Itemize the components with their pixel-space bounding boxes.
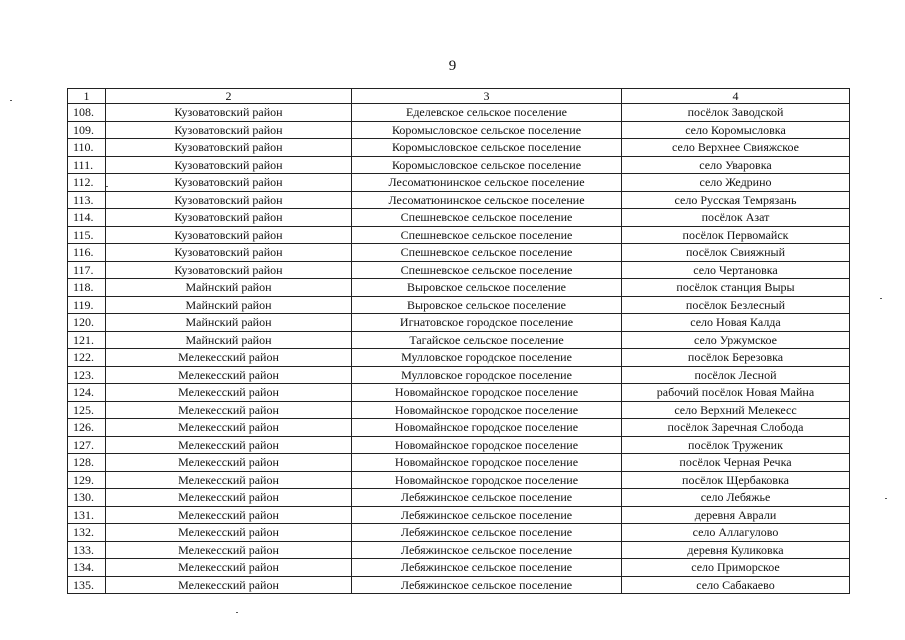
table-row	[68, 261, 850, 279]
table-row	[68, 419, 850, 437]
settlement-name: Коромысловское сельское поселение	[352, 156, 622, 174]
settlement-name: Спешневское сельское поселение	[352, 226, 622, 244]
locality-name: село Русская Темрязань	[622, 191, 850, 209]
locality-name: посёлок Первомайск	[622, 226, 850, 244]
district-name: Мелекесский район	[106, 506, 352, 524]
settlement-name: Новомайнское городское поселение	[352, 436, 622, 454]
settlement-name: Лебяжинское сельское поселение	[352, 489, 622, 507]
table-row	[68, 454, 850, 472]
scan-speck	[106, 186, 108, 187]
locality-name: село Жедрино	[622, 174, 850, 192]
district-name: Майнский район	[106, 279, 352, 297]
district-name: Кузоватовский район	[106, 191, 352, 209]
row-number: 111.	[68, 156, 106, 174]
district-name: Майнский район	[106, 314, 352, 332]
row-number: 119.	[68, 296, 106, 314]
locality-name: село Чертановка	[622, 261, 850, 279]
locality-name: село Верхний Мелекесс	[622, 401, 850, 419]
district-name: Майнский район	[106, 296, 352, 314]
district-name: Кузоватовский район	[106, 244, 352, 262]
row-number: 109.	[68, 121, 106, 139]
settlement-name: Выровское сельское поселение	[352, 296, 622, 314]
row-number: 114.	[68, 209, 106, 227]
row-number: 115.	[68, 226, 106, 244]
table-body	[68, 104, 850, 594]
locality-name: посёлок Заречная Слобода	[622, 419, 850, 437]
locality-name: посёлок Свияжный	[622, 244, 850, 262]
row-number: 112.	[68, 174, 106, 192]
table-row	[68, 314, 850, 332]
row-number: 129.	[68, 471, 106, 489]
locality-name: село Новая Калда	[622, 314, 850, 332]
locality-name: село Сабакаево	[622, 576, 850, 594]
district-name: Мелекесский район	[106, 436, 352, 454]
district-name: Мелекесский район	[106, 541, 352, 559]
district-name: Кузоватовский район	[106, 174, 352, 192]
locality-name: посёлок Березовка	[622, 349, 850, 367]
district-name: Мелекесский район	[106, 401, 352, 419]
row-number: 117.	[68, 261, 106, 279]
locality-name: село Коромысловка	[622, 121, 850, 139]
table-row	[68, 244, 850, 262]
locality-name: деревня Аврали	[622, 506, 850, 524]
settlement-name: Новомайнское городское поселение	[352, 471, 622, 489]
settlement-name: Тагайское сельское поселение	[352, 331, 622, 349]
locality-name: село Лебяжье	[622, 489, 850, 507]
table-row	[68, 226, 850, 244]
district-name: Мелекесский район	[106, 559, 352, 577]
row-number: 116.	[68, 244, 106, 262]
table-row	[68, 104, 850, 122]
district-name: Кузоватовский район	[106, 104, 352, 122]
district-name: Кузоватовский район	[106, 209, 352, 227]
district-name: Мелекесский район	[106, 349, 352, 367]
locality-name: село Приморское	[622, 559, 850, 577]
column-header-3: 3	[352, 89, 622, 104]
settlement-name: Выровское сельское поселение	[352, 279, 622, 297]
table-header	[68, 89, 850, 104]
row-number: 113.	[68, 191, 106, 209]
table-row	[68, 384, 850, 402]
page-number: 9	[448, 58, 457, 74]
row-number: 124.	[68, 384, 106, 402]
settlement-name: Новомайнское городское поселение	[352, 401, 622, 419]
table-row	[68, 559, 850, 577]
locality-name: рабочий посёлок Новая Майна	[622, 384, 850, 402]
table-row	[68, 541, 850, 559]
row-number: 132.	[68, 524, 106, 542]
locality-name: посёлок Труженик	[622, 436, 850, 454]
district-name: Кузоватовский район	[106, 226, 352, 244]
settlement-name: Коромысловское сельское поселение	[352, 139, 622, 157]
locality-name: посёлок Азат	[622, 209, 850, 227]
table-row	[68, 366, 850, 384]
row-number: 131.	[68, 506, 106, 524]
settlement-name: Спешневское сельское поселение	[352, 261, 622, 279]
header-row	[68, 89, 850, 104]
settlement-name: Лебяжинское сельское поселение	[352, 559, 622, 577]
district-name: Мелекесский район	[106, 524, 352, 542]
settlement-name: Лебяжинское сельское поселение	[352, 506, 622, 524]
locality-name: посёлок станция Выры	[622, 279, 850, 297]
table-row	[68, 506, 850, 524]
district-name: Мелекесский район	[106, 471, 352, 489]
settlement-name: Новомайнское городское поселение	[352, 384, 622, 402]
district-name: Мелекесский район	[106, 489, 352, 507]
table-row	[68, 471, 850, 489]
district-name: Кузоватовский район	[106, 156, 352, 174]
table-row	[68, 279, 850, 297]
row-number: 120.	[68, 314, 106, 332]
locality-name: посёлок Щербаковка	[622, 471, 850, 489]
row-number: 135.	[68, 576, 106, 594]
table-row	[68, 524, 850, 542]
row-number: 108.	[68, 104, 106, 122]
table-row	[68, 401, 850, 419]
district-name: Кузоватовский район	[106, 261, 352, 279]
settlement-name: Новомайнское городское поселение	[352, 419, 622, 437]
scan-speck	[880, 298, 882, 299]
table-row	[68, 209, 850, 227]
settlement-name: Мулловское городское поселение	[352, 349, 622, 367]
scan-speck	[885, 498, 887, 499]
settlement-name: Спешневское сельское поселение	[352, 244, 622, 262]
table-row	[68, 576, 850, 594]
locality-name: посёлок Безлесный	[622, 296, 850, 314]
row-number: 126.	[68, 419, 106, 437]
district-name: Мелекесский район	[106, 384, 352, 402]
table-row	[68, 121, 850, 139]
table-row	[68, 296, 850, 314]
table-row	[68, 139, 850, 157]
scan-speck	[10, 100, 12, 101]
settlement-name: Еделевское сельское поселение	[352, 104, 622, 122]
locality-name: село Аллагулово	[622, 524, 850, 542]
district-name: Мелекесский район	[106, 419, 352, 437]
table-row	[68, 174, 850, 192]
row-number: 121.	[68, 331, 106, 349]
district-name: Кузоватовский район	[106, 139, 352, 157]
settlement-name: Новомайнское городское поселение	[352, 454, 622, 472]
settlement-name: Спешневское сельское поселение	[352, 209, 622, 227]
row-number: 110.	[68, 139, 106, 157]
locality-name: посёлок Лесной	[622, 366, 850, 384]
table-row	[68, 191, 850, 209]
row-number: 127.	[68, 436, 106, 454]
district-name: Мелекесский район	[106, 576, 352, 594]
column-header-2: 2	[106, 89, 352, 104]
settlements-table	[67, 88, 850, 594]
settlement-name: Лебяжинское сельское поселение	[352, 524, 622, 542]
row-number: 125.	[68, 401, 106, 419]
settlement-name: Коромысловское сельское поселение	[352, 121, 622, 139]
district-name: Мелекесский район	[106, 366, 352, 384]
locality-name: деревня Куликовка	[622, 541, 850, 559]
row-number: 130.	[68, 489, 106, 507]
settlement-name: Игнатовское городское поселение	[352, 314, 622, 332]
settlement-name: Лебяжинское сельское поселение	[352, 576, 622, 594]
locality-name: посёлок Черная Речка	[622, 454, 850, 472]
settlement-name: Мулловское городское поселение	[352, 366, 622, 384]
settlement-name: Лесоматюнинское сельское поселение	[352, 174, 622, 192]
district-name: Майнский район	[106, 331, 352, 349]
row-number: 118.	[68, 279, 106, 297]
table-row	[68, 349, 850, 367]
row-number: 128.	[68, 454, 106, 472]
locality-name: посёлок Заводской	[622, 104, 850, 122]
table-row	[68, 331, 850, 349]
table-row	[68, 156, 850, 174]
row-number: 134.	[68, 559, 106, 577]
locality-name: село Верхнее Свияжское	[622, 139, 850, 157]
column-header-4: 4	[622, 89, 850, 104]
scan-speck	[236, 612, 238, 613]
district-name: Мелекесский район	[106, 454, 352, 472]
district-name: Кузоватовский район	[106, 121, 352, 139]
settlement-name: Лесоматюнинское сельское поселение	[352, 191, 622, 209]
locality-name: село Уваровка	[622, 156, 850, 174]
settlement-name: Лебяжинское сельское поселение	[352, 541, 622, 559]
row-number: 122.	[68, 349, 106, 367]
locality-name: село Уржумское	[622, 331, 850, 349]
table-row	[68, 436, 850, 454]
table-row	[68, 489, 850, 507]
column-header-1: 1	[68, 89, 106, 104]
row-number: 123.	[68, 366, 106, 384]
row-number: 133.	[68, 541, 106, 559]
